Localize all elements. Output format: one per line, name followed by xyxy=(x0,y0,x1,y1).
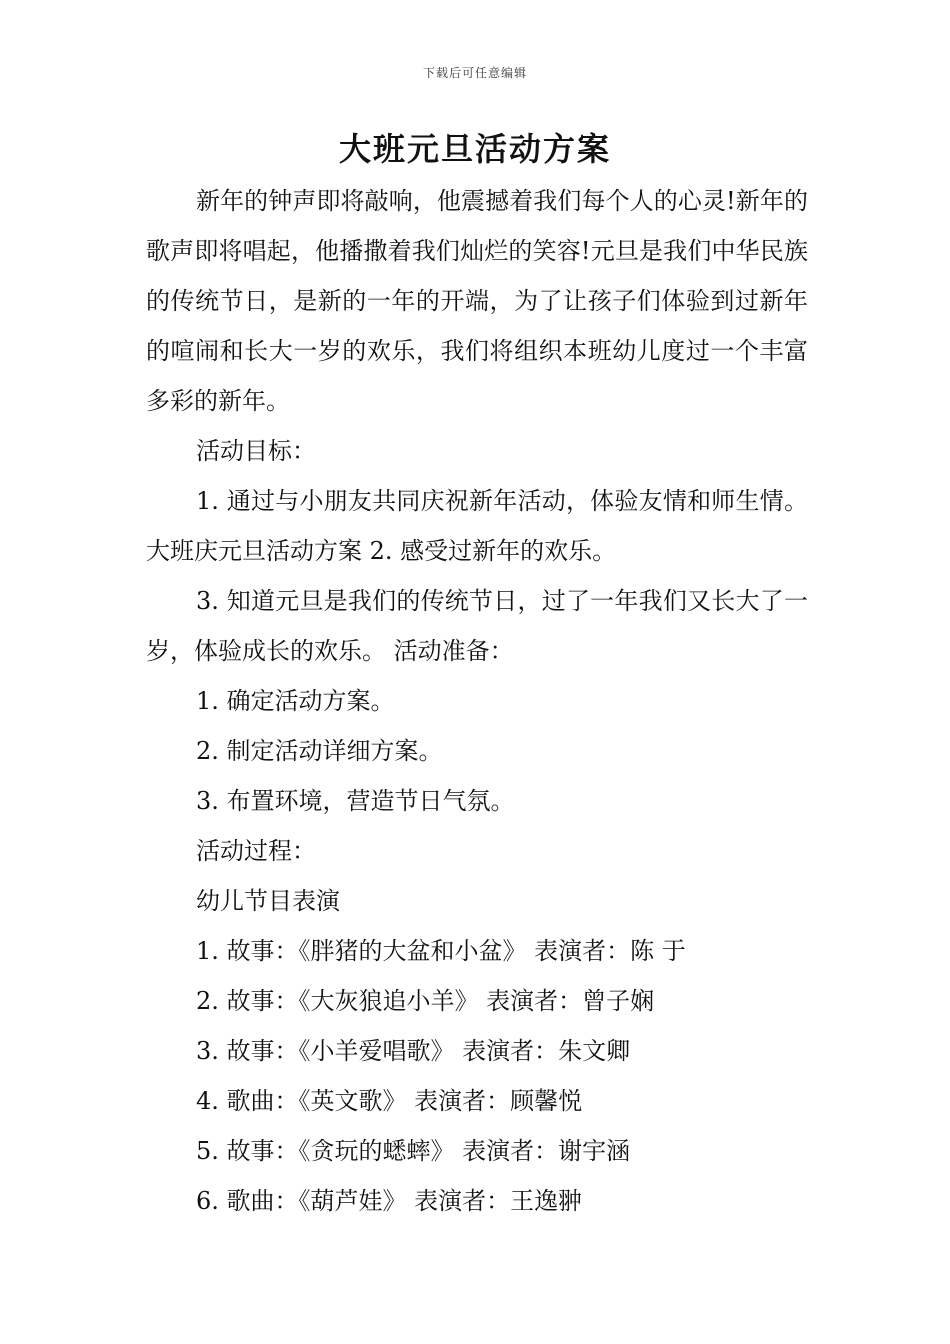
performance-item: 6. 歌曲：《葫芦娃》 表演者：王逸翀 xyxy=(196,1187,583,1215)
section-heading-process: 活动过程： xyxy=(196,837,316,865)
document-body xyxy=(146,176,808,1226)
performance-item: 2. 故事：《大灰狼追小羊》 表演者：曾子娴 xyxy=(196,987,655,1015)
goal-item: 1. 通过与小朋友共同庆祝新年活动，体验友情和师生情。大班庆元旦活动方案 2. 感受过新年的欢乐。 xyxy=(146,487,808,565)
performance-item: 3. 故事：《小羊爱唱歌》 表演者：朱文卿 xyxy=(196,1037,631,1065)
intro-paragraph: 新年的钟声即将敲响，他震撼着我们每个人的心灵!新年的歌声即将唱起，他播撒着我们灿烂的笑容!元旦是我们中华民族的传统节日，是新的一年的开端，为了让孩子们体验到过新年的喧闹和长大一岁的欢乐，我们将组织本班幼儿度过一个丰富多彩的新年。 xyxy=(146,187,808,415)
performance-item: 5. 故事：《贪玩的蟋蟀》 表演者：谢宇涵 xyxy=(196,1137,631,1165)
header-note: 下载后可任意编辑 xyxy=(422,66,527,80)
document-title: 大班元旦活动方案 xyxy=(338,130,611,168)
goal-item: 3. 知道元旦是我们的传统节日，过了一年我们又长大了一岁，体验成长的欢乐。 活动准备： xyxy=(146,587,808,665)
preparation-item: 3. 布置环境，营造节日气氛。 xyxy=(196,787,515,815)
preparation-item: 1. 确定活动方案。 xyxy=(196,687,395,715)
section-heading-goals: 活动目标： xyxy=(196,437,316,465)
subsection-heading-performance: 幼儿节目表演 xyxy=(196,887,340,915)
preparation-item: 2. 制定活动详细方案。 xyxy=(196,737,443,765)
performance-item: 1. 故事：《胖猪的大盆和小盆》 表演者：陈 于 xyxy=(196,937,686,965)
performance-item: 4. 歌曲：《英文歌》 表演者：顾馨悦 xyxy=(196,1087,583,1115)
